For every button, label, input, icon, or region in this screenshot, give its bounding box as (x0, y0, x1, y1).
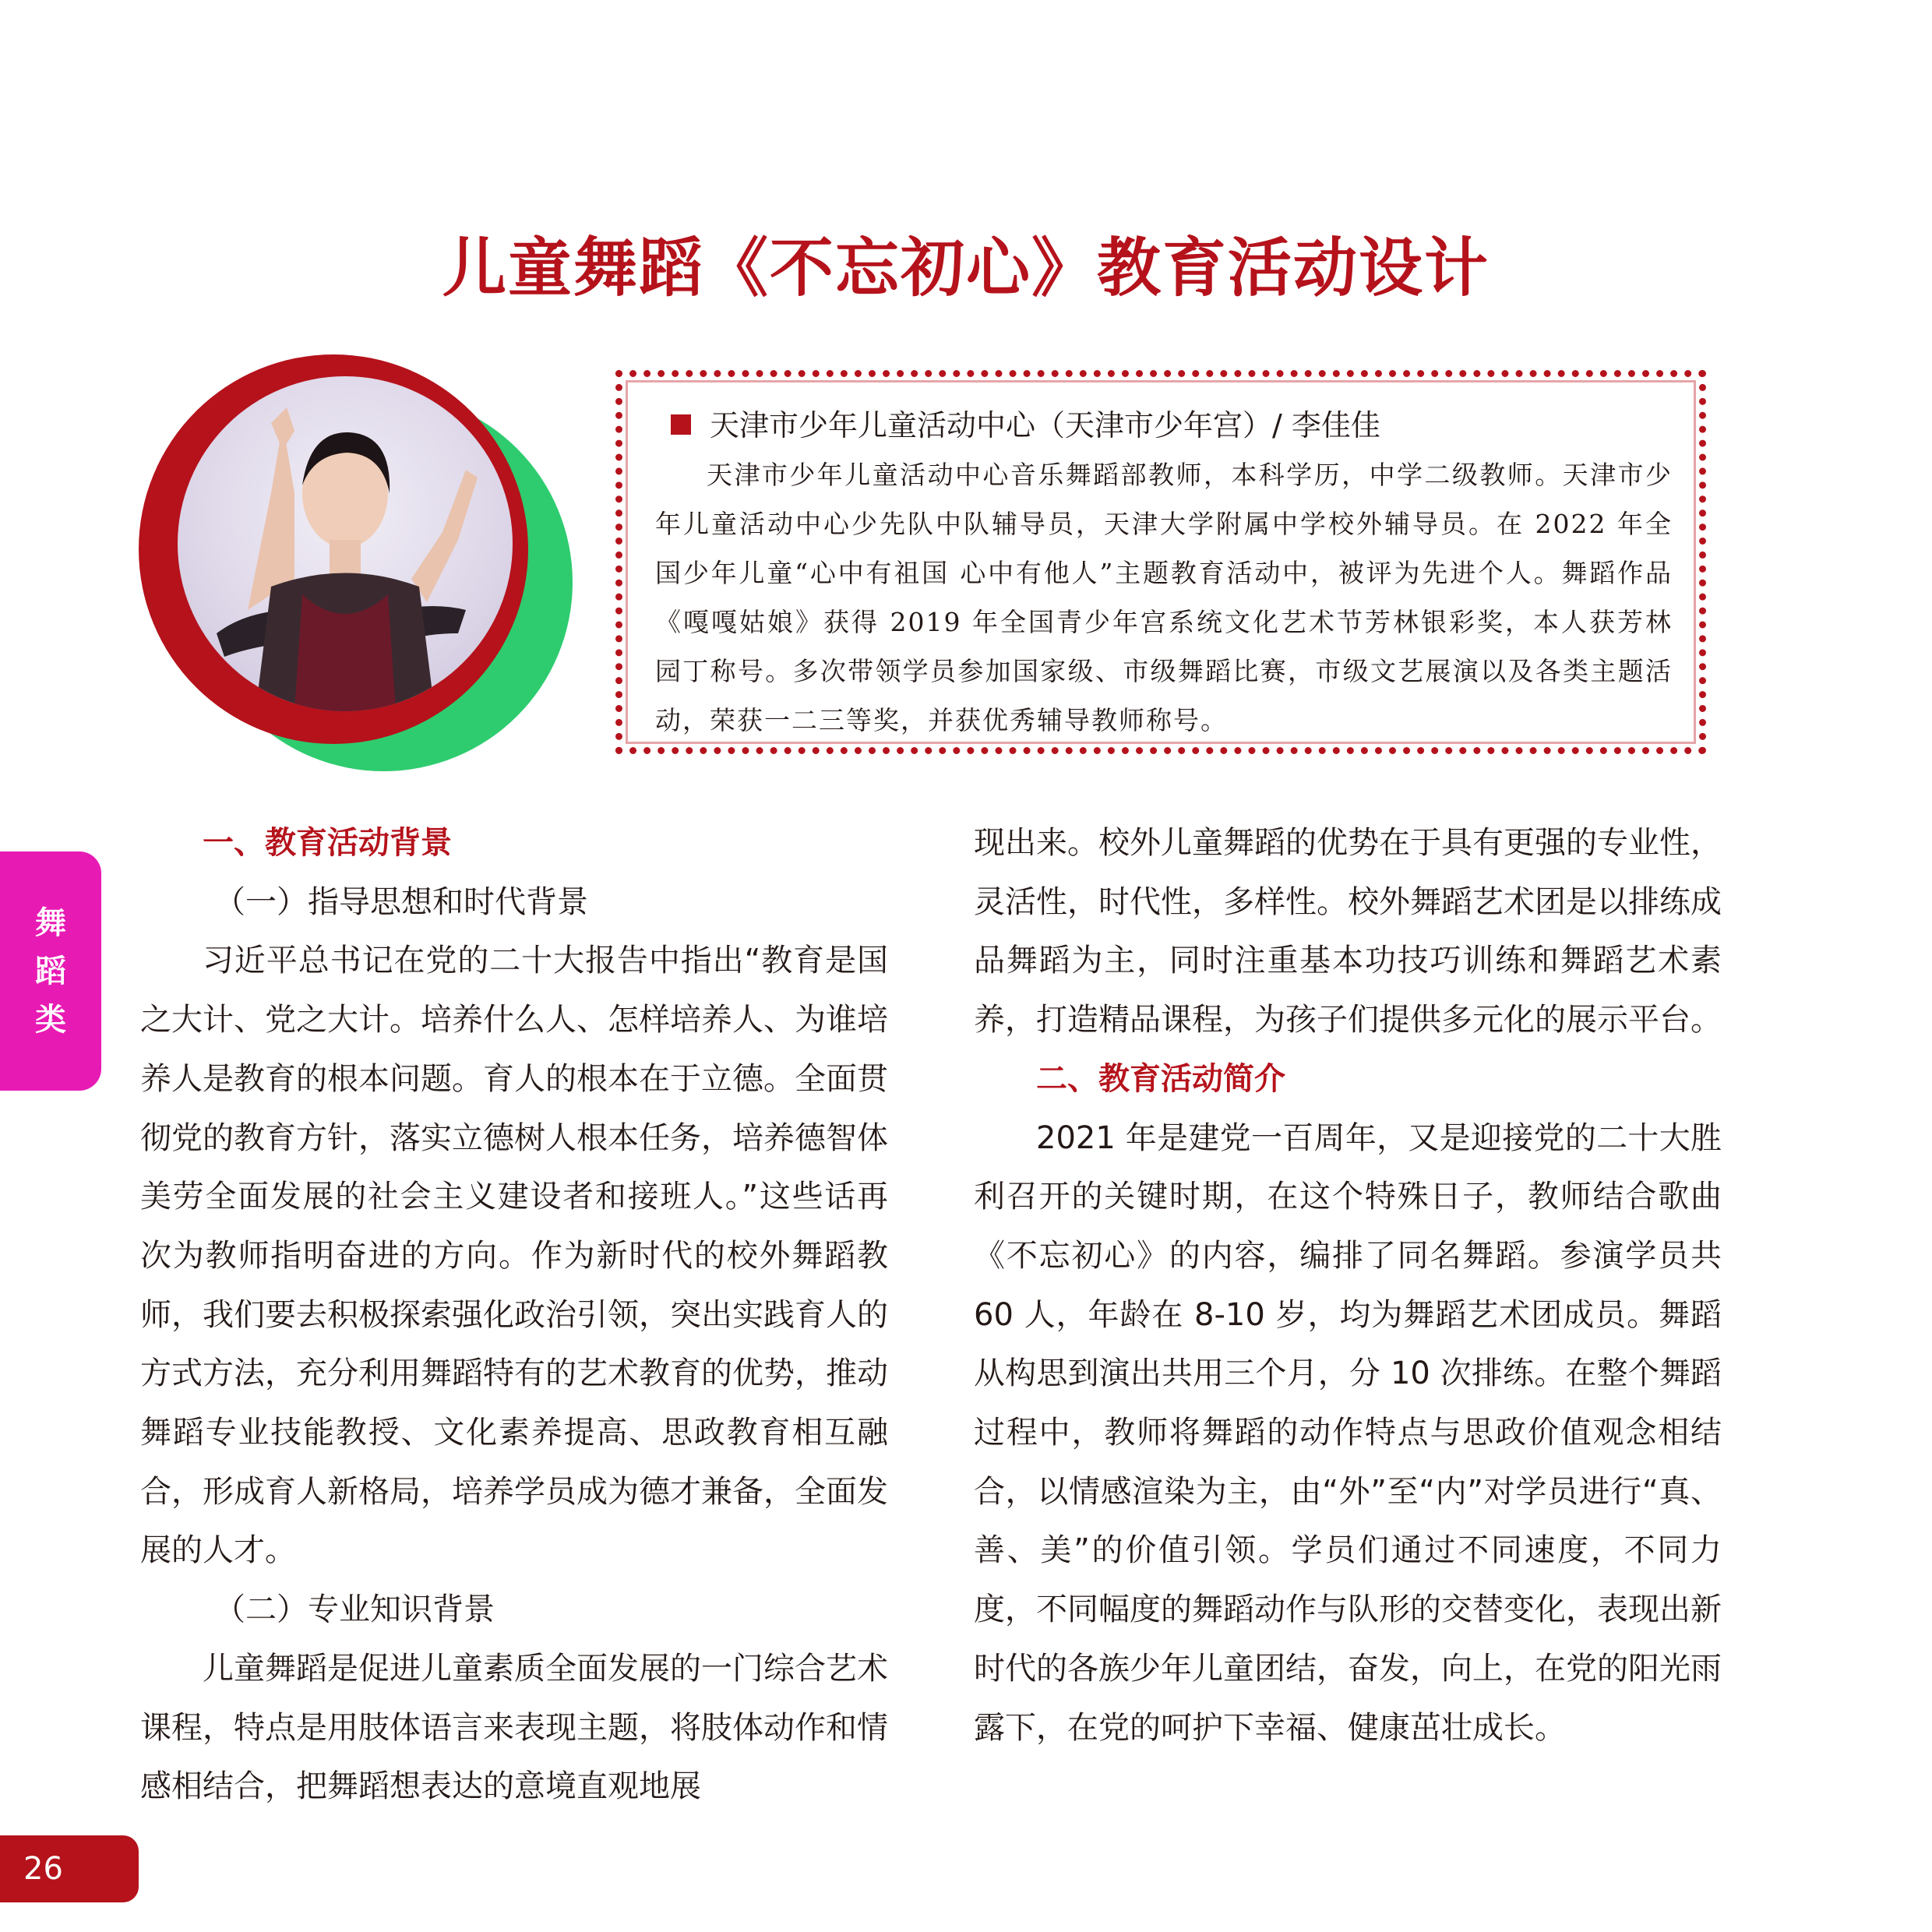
author-line (655, 404, 1673, 447)
author-bio-text: 天津市少年儿童活动中心音乐舞蹈部教师，本科学历，中学二级教师。天津市少年儿童活动中心少先队中队辅导员，天津大学附属中学校外辅导员。在 2022 年全国少年儿童“心中有祖国 心中有他人”主题教育活动中，被评为先进个人。舞蹈作品《嘎嘎姑娘》获得 2019 年全国青少年宫系统文化艺术节芳林银彩奖，本人获芳林园丁称号。多次带领学员参加国家级、市级舞蹈比赛，市级文艺展演以及各类主题活动，荣获一二三等奖，并获优秀辅导教师称号。 (655, 460, 1673, 735)
author-bio-box (615, 370, 1706, 754)
category-tab-char: 蹈 (35, 953, 66, 989)
category-tab-char: 舞 (35, 904, 66, 941)
section-heading: 一、教育活动背景 (203, 825, 452, 861)
section-heading: 二、教育活动简介 (1036, 1060, 1285, 1097)
page-number: 26 (0, 1835, 139, 1902)
paragraph: 现出来。校外儿童舞蹈的优势在于具有更强的专业性，灵活性，时代性，多样性。校外舞蹈艺术团是以排练成品舞蹈为主，同时注重基本功技巧训练和舞蹈艺术素养，打造精品课程，为孩子们提供多元化的展示平台。 (974, 825, 1722, 1038)
paragraph: 儿童舞蹈是促进儿童素质全面发展的一门综合艺术课程，特点是用肢体语言来表现主题，将肢体动作和情感相结合，把舞蹈想表达的意境直观地展 (140, 1650, 888, 1805)
paragraph: 2021 年是建党一百周年，又是迎接党的二十大胜利召开的关键时期，在这个特殊日子，教师结合歌曲《不忘初心》的内容，编排了同名舞蹈。参演学员共 60 人，年龄在 8-10 岁，均为舞蹈艺术团成员。舞蹈从构思到演出共用三个月，分 10 次排练。在整个舞蹈过程中，教师将舞蹈的动作特点与思政价值观念相结合，以情感渲染为主，由“外”至“内”对学员进行“真、善、美”的价值引领。学员们通过不同速度，不同力度，不同幅度的舞蹈动作与队形的交替变化，表现出新时代的各族少年儿童团结，奋发，向上，在党的阳光雨露下，在党的呵护下幸福、健康茁壮成长。 (974, 1119, 1722, 1746)
right-column (974, 814, 1722, 1757)
left-column (140, 814, 888, 1817)
author-affiliation: 天津市少年儿童活动中心（天津市少年宫）/ 李佳佳 (710, 408, 1380, 442)
category-tab-char: 类 (35, 1001, 66, 1038)
category-tab (0, 851, 101, 1091)
paragraph: 习近平总书记在党的二十大报告中指出“教育是国之大计、党之大计。培养什么人、怎样培养人、为谁培养人是教育的根本问题。育人的根本在于立德。全面贯彻党的教育方针，落实立德树人根本任务，培养德智体美劳全面发展的社会主义建设者和接班人。”这些话再次为教师指明奋进的方向。作为新时代的校外舞蹈教师，我们要去积极探索强化政治引领，突出实践育人的方式方法，充分利用舞蹈特有的艺术教育的优势，推动舞蹈专业技能教授、文化素养提高、思政教育相互融合，形成育人新格局，培养学员成为德才兼备，全面发展的人才。 (140, 943, 888, 1569)
author-photo (178, 376, 513, 711)
article-title: 儿童舞蹈《不忘初心》教育活动设计 (442, 231, 1490, 305)
subsection-heading: （一）指导思想和时代背景 (214, 883, 588, 920)
square-bullet-icon (671, 414, 691, 435)
subsection-heading: （二）专业知识背景 (214, 1592, 495, 1628)
